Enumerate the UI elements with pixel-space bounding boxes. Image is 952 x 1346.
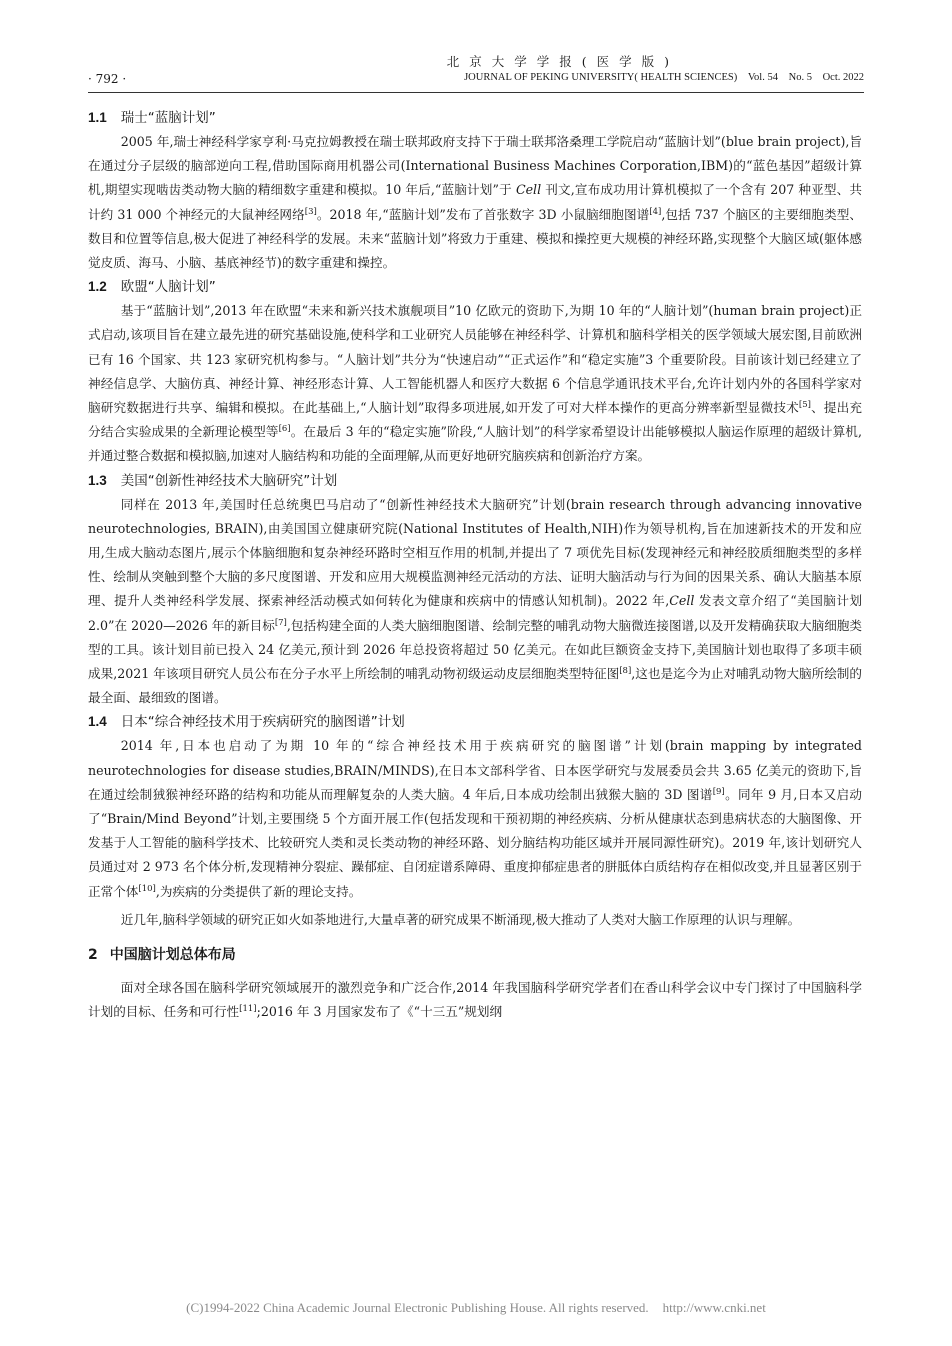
section-title: 欧盟“人脑计划” (120, 279, 216, 296)
text-run: 2014 年,日本也启动了为期 10 年的“综合神经技术用于疾病研究的脑图谱”计划(brain mapping by integrated neurotechnologies for disease studies,BRAIN/MINDS),在日本文部科学省、日本医学研究与发展委员会共 3.65 亿美元的资助下,旨在通过绘制狨猴神经环路的结构和功能从而理解复杂的人类大脑。4 年后,日本成功绘制出狨猴大脑的 3D 图谱 (88, 738, 862, 802)
journal-volume: Vol. 54 (747, 72, 778, 83)
cnki-link[interactable]: http://www.cnki.net (662, 1300, 766, 1315)
text-run: 。在最后 3 年的“稳定实施”阶段,“人脑计划”的科学家希望设计出能够模拟人脑运作原理的超级计算机,并通过整合数据和模拟脑,加速对人脑结构和功能的全面理解,从而更好地研究脑疾病和创新治疗方案。 (88, 424, 863, 464)
text-run: 。同年 9 月,日本又启动了“Brain/Mind Beyond”计划,主要围绕 5 个方面开展工作(包括发现和干预初期的神经疾病、分析从健康状态到患病状态的大脑图像、开发基于人工智能的脑科学技术、比较研究人类和灵长类动物的神经环路、划分脑结构功能区域并开展同源性研究)。2019 年,该计划研究人员通过对 2 973 名个体分析,发现精神分裂症、躁郁症、自闭症谱系障碍、重度抑郁症患者的胼胝体白质结构存在相似改变,并且显著区别于正常个体 (88, 786, 862, 899)
text-run: ,包括 737 个脑区的主要细胞类型、数目和位置等信息,极大促进了神经科学的发展。未来“蓝脑计划”将致力于重建、模拟和操控更大规模的神经环路,实现整个大脑区域(躯体感觉皮质、海马、小脑、基底神经节)的数字重建和操控。 (88, 206, 862, 271)
section-number: 1.4 (88, 714, 107, 730)
section-title: 美国“创新性神经技术大脑研究”计划 (120, 472, 338, 489)
citation-ref[interactable]: [7] (274, 617, 287, 628)
page-number: · 792 · (88, 72, 127, 86)
section-title: 日本“综合神经技术用于疾病研究的脑图谱”计划 (120, 714, 405, 731)
paragraph-japan-brain (88, 734, 862, 903)
text-run: 基于“蓝脑计划”,2013 年在欧盟“未来和新兴技术旗舰项目”10 亿欧元的资助下,为期 10 年的“人脑计划”(human brain project)正式启动,该项目旨在建立最先进的研究基础设施,使科学和工业研究人员能够在神经科学、计算机和脑科学相关的医学领域大展宏图,目前欧洲已有 16 个国家、共 123 家研究机构参与。“人脑计划”共分为“快速启动”“正式运作”和“稳定实施”3 个重要阶段。目前该计划已经建立了神经信息学、大脑仿真、神经计算、神经形态计算、人工智能机器人和医疗大数据 6 个信息学通讯技术平台,允许计划内外的各国科学家对脑研究数据进行共享、编辑和模拟。在此基础上,“人脑计划”取得多项进展,如开发了可对大样本操作的更高分辨率新型显微技术 (88, 303, 862, 416)
citation-ref[interactable]: [8] (619, 666, 632, 677)
text-run: 面对全球各国在脑科学研究领域展开的激烈竞争和广泛合作,2014 年我国脑科学研究学者们在香山科学会议中专门探讨了中国脑科学计划的目标、任务和可行性 (88, 980, 862, 1020)
running-header (88, 50, 864, 98)
citation-ref[interactable]: [6] (278, 424, 291, 435)
copyright-footer (0, 1300, 952, 1316)
text-run: ,包括构建全面的人类大脑细胞图谱、绘制完整的哺乳动物大脑微连接图谱,以及开发精确获取大脑细胞类型的工具。该计划目前已投入 24 亿美元,预计到 2026 年总投资将超过 50 亿美元。在如此巨额资金支持下,美国脑计划也取得了多项丰硕成果,2021 年该项目研究人员公布在分子水平上所绘制的哺乳动物初级运动皮层细胞类型特征图 (88, 617, 862, 682)
text-run: 、提出充分结合实验成果的全新理论模型等 (88, 400, 862, 440)
paragraph-summary: 近几年,脑科学领域的研究正如火如荼地进行,大量卓著的研究成果不断涌现,极大推动了人类对大脑工作原理的认识与理解。 (120, 911, 801, 927)
section-heading-1-4 (88, 710, 862, 734)
text-run: 同样在 2013 年,美国时任总统奥巴马启动了“创新性神经技术大脑研究”计划(brain research through advancing innovative neurotechnologies, BRAIN),由美国国立健康研究院(National Institutes of Health,NIH)作为领导机构,旨在加速新技术的开发和应用,生成大脑动态图片,展示个体脑细胞和复杂神经环路时空相互作用的机制,并提出了 7 项优先目标(发现神经元和神经胶质细胞类型的多样性、绘制从突触到整个大脑的多尺度图谱、开发和应用大规模监测神经元活动的方法、证明大脑活动与行为间的因果关系、确认大脑基本原理、提升人类神经科学发展、探索神经活动模式如何转化为健康和疾病中的情感认知机制)。2022 年, (88, 496, 862, 609)
section-heading-1-1 (88, 106, 862, 130)
journal-title-cn: 北京大学学报(医学版) (446, 54, 679, 69)
journal-date: Oct. 2022 (822, 72, 864, 83)
text-run: 2005 年,瑞士神经科学家亨利·马克拉姆教授在瑞士联邦政府支持下于瑞士联邦洛桑理工学院启动“蓝脑计划”(blue brain project),旨在通过分子层级的脑部逆向工程,借助国际商用机器公司(International Business Machines Corporation,IBM)的“蓝色基因”超级计算机,期望实现啮齿类动物大脑的精细数字重建和模拟。10 年后,“蓝脑计划”于 (88, 134, 862, 198)
journal-title-en (464, 72, 864, 83)
text-run: 发表文章介绍了“美国脑计划 2.0”在 2020—2026 年的新目标 (88, 593, 862, 633)
text-run: ;2016 年 3 月国家发布了《“十三五”规划纲 (256, 1004, 503, 1020)
header-divider (88, 92, 864, 93)
journal-name-en: JOURNAL OF PEKING UNIVERSITY( HEALTH SCIENCES) (464, 72, 738, 83)
section-heading-1-2 (88, 275, 862, 299)
copyright-text: (C)1994-2022 China Academic Journal Electronic Publishing House. All rights reserved. (186, 1300, 649, 1315)
text-run: ,为疾病的分类提供了新的理论支持。 (155, 883, 362, 899)
section-number: 1.3 (88, 472, 107, 488)
paragraph-blue-brain (88, 130, 862, 275)
section-number: 2 (88, 947, 98, 964)
section-number: 1.2 (88, 279, 107, 295)
section-title: 中国脑计划总体布局 (109, 947, 236, 964)
citation-ref[interactable]: [10] (138, 883, 156, 894)
section-heading-2 (88, 942, 862, 968)
text-run: 。2018 年,“蓝脑计划”发布了首张数字 3D 小鼠脑细胞图谱 (316, 206, 650, 222)
text-run: ,这也是迄今为止对哺乳动物大脑所绘制的最全面、最细致的图谱。 (88, 666, 862, 706)
citation-ref[interactable]: [11] (239, 1004, 257, 1015)
paragraph-us-brain (88, 493, 862, 711)
section-heading-1-3 (88, 469, 862, 493)
journal-issue: No. 5 (788, 72, 812, 83)
section-title: 瑞士“蓝脑计划” (120, 110, 216, 126)
journal-name: Cell (515, 182, 542, 198)
text-run: 刊文,宣布成功用计算机模拟了一个含有 207 种亚型、共计约 31 000 个神经元的大鼠神经网络 (88, 182, 862, 222)
citation-ref[interactable]: [5] (798, 400, 811, 411)
citation-ref[interactable]: [4] (649, 206, 662, 217)
paragraph-china-brain (88, 976, 862, 1024)
citation-ref[interactable]: [3] (304, 206, 317, 217)
citation-ref[interactable]: [9] (712, 786, 725, 797)
journal-name: Cell (669, 593, 695, 609)
paragraph-human-brain (88, 299, 862, 468)
section-number: 1.1 (88, 110, 107, 125)
article-body (88, 106, 862, 1025)
